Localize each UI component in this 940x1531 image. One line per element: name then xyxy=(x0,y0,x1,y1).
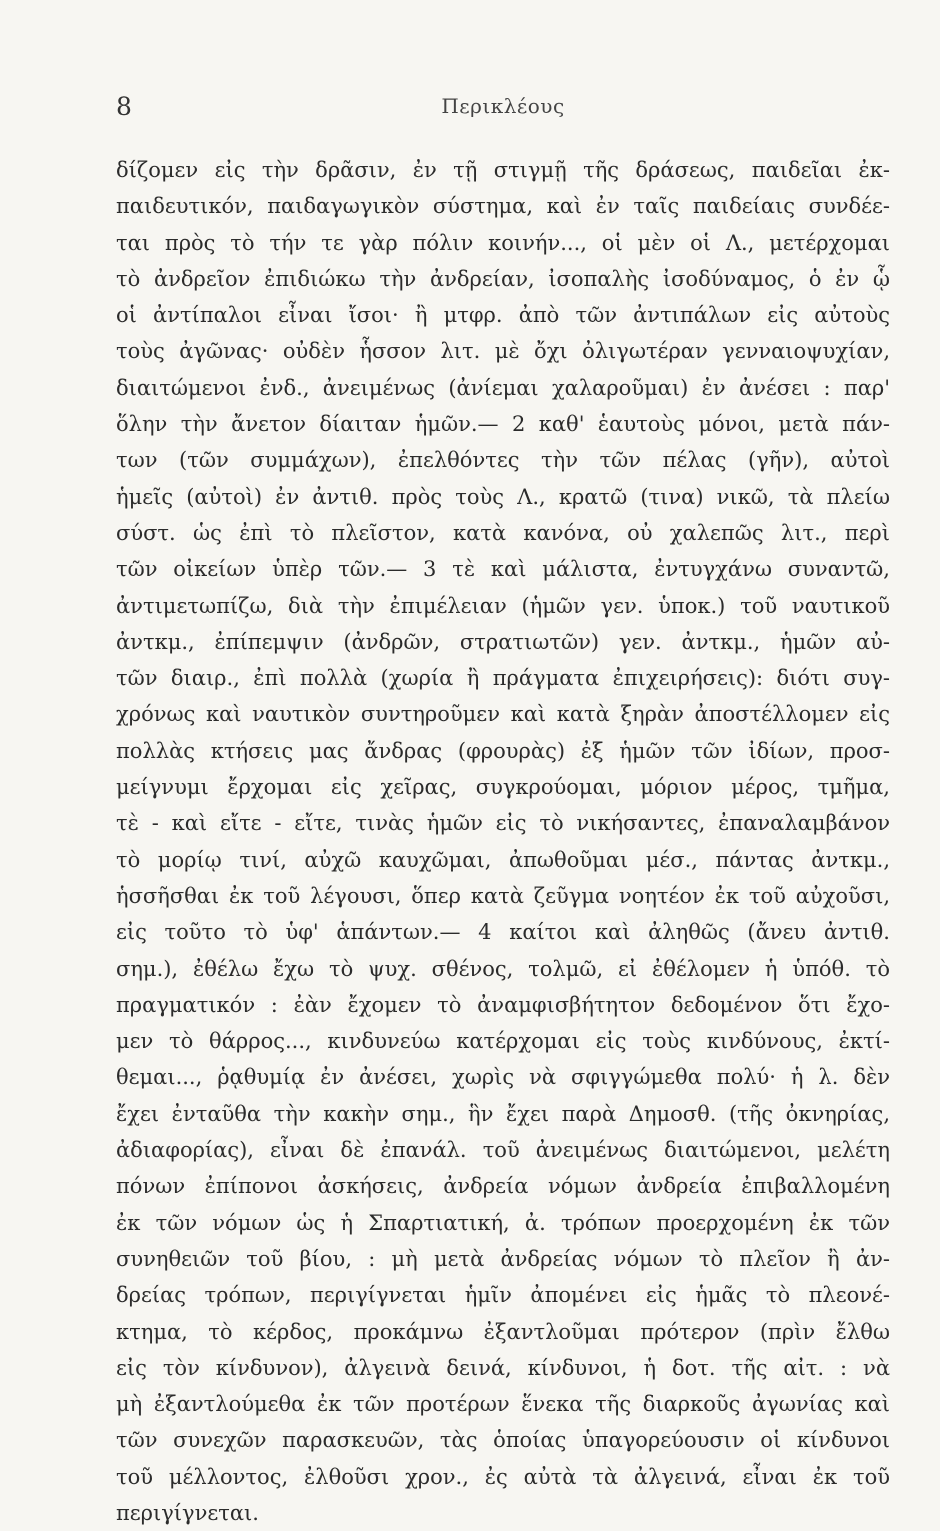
text-line: ται πρὸς τὸ τήν τε γὰρ πόλιν κοινήν..., οἱ μὲν οἱ Λ., μετέρχομαι xyxy=(116,230,890,255)
text-line: τοῦ μέλλοντος, ἐλθοῦσι χρον., ἐς αὐτὰ τὰ ἀλγεινά, εἶναι ἐκ τοῦ xyxy=(116,1464,890,1489)
text-line: οἱ ἀντίπαλοι εἶναι ἴσοι· ἢ μτφρ. ἀπὸ τῶν ἀντιπάλων εἰς αὐτοὺς xyxy=(116,303,890,328)
text-line: περιγίγνεται. xyxy=(116,1500,259,1525)
text-line: σύστ. ὡς ἐπὶ τὸ πλεῖστον, κατὰ κανόνα, οὐ χαλεπῶς λιτ., περὶ xyxy=(116,520,890,545)
text-line: ἀντιμετωπίζω, διὰ τὴν ἐπιμέλειαν (ἡμῶν γεν. ὑποκ.) τοῦ ναυτικοῦ xyxy=(116,593,890,618)
text-line: παιδευτικόν, παιδαγωγικὸν σύστημα, καὶ ἐν ταῖς παιδείαις συνδέε- xyxy=(116,194,890,219)
text-line: χρόνως καὶ ναυτικὸν συντηροῦμεν καὶ κατὰ ξηρὰν ἀποστέλλομεν εἰς xyxy=(116,702,890,727)
text-line: εἰς τοῦτο τὸ ὑφ' ἁπάντων.— 4 καίτοι καὶ ἀληθῶς (ἄνευ ἀντιθ. xyxy=(116,920,890,945)
running-title: Περικλέους xyxy=(441,94,565,118)
text-line: τὲ - καὶ εἴτε - εἴτε, τινὰς ἡμῶν εἰς τὸ νικήσαντες, ἐπαναλαμβάνον xyxy=(116,811,890,836)
text-line: σημ.), ἐθέλω ἔχω τὸ ψυχ. σθένος, τολμῶ, εἰ ἐθέλομεν ἡ ὑπόθ. τὸ xyxy=(116,956,890,981)
text-line: ὅλην τὴν ἄνετον δίαιταν ἡμῶν.— 2 καθ' ἑαυτοὺς μόνοι, μετὰ πάν- xyxy=(116,412,890,437)
text-line: τῶν οἰκείων ὑπὲρ τῶν.— 3 τὲ καὶ μάλιστα, ἐντυγχάνω συναντῶ, xyxy=(116,557,890,582)
text-line: πολλὰς κτήσεις μας ἄνδρας (φρουρὰς) ἐξ ἡμῶν τῶν ἰδίων, προσ- xyxy=(116,738,890,763)
text-line: πραγματικόν : ἐὰν ἔχομεν τὸ ἀναμφισβήτητον δεδομένον ὅτι ἔχο- xyxy=(116,992,890,1017)
text-line: ἡσσῆσθαι ἐκ τοῦ λέγουσι, ὅπερ κατὰ ζεῦγμα νοητέον ἐκ τοῦ αὐχοῦσι, xyxy=(116,883,890,908)
commentary-text xyxy=(116,152,890,1531)
text-line: ἡμεῖς (αὐτοὶ) ἐν ἀντιθ. πρὸς τοὺς Λ., κρατῶ (τινα) νικῶ, τὰ πλείω xyxy=(116,484,890,509)
text-line: τὸ ἀνδρεῖον ἐπιδιώκω τὴν ἀνδρείαν, ἰσοπαλὴς ἰσοδύναμος, ὁ ἐν ᾧ xyxy=(116,266,890,291)
text-line: ἔχει ἐνταῦθα τὴν κακὴν σημ., ἣν ἔχει παρὰ Δημοσθ. (τῆς ὀκνηρίας, xyxy=(116,1101,890,1126)
text-line: εἰς τὸν κίνδυνον), ἀλγεινὰ δεινά, κίνδυνοι, ἡ δοτ. τῆς αἰτ. : νὰ xyxy=(116,1355,890,1380)
text-line: μείγνυμι ἔρχομαι εἰς χεῖρας, συγκρούομαι, μόριον μέρος, τμῆμα, xyxy=(116,775,890,800)
page-header xyxy=(116,92,890,126)
text-line: των (τῶν συμμάχων), ἐπελθόντες τὴν τῶν πέλας (γῆν), αὐτοὶ xyxy=(116,448,890,473)
text-line: τὸ μορίῳ τινί, αὐχῶ καυχῶμαι, ἀπωθοῦμαι μέσ., πάντας ἀντκμ., xyxy=(116,847,890,872)
page-number: 8 xyxy=(116,92,132,121)
text-line: ἀδιαφορίας), εἶναι δὲ ἐπανάλ. τοῦ ἀνειμένως διαιτώμενοι, μελέτη xyxy=(116,1138,890,1163)
text-line: κτημα, τὸ κέρδος, προκάμνω ἐξαντλοῦμαι πρότερον (πρὶν ἔλθω xyxy=(116,1319,890,1344)
text-line: μεν τὸ θάρρος..., κινδυνεύω κατέρχομαι εἰς τοὺς κινδύνους, ἐκτί- xyxy=(116,1029,890,1054)
text-line: τοὺς ἀγῶνας· οὐδὲν ἧσσον λιτ. μὲ ὄχι ὀλιγωτέραν γενναιοψυχίαν, xyxy=(116,339,890,364)
text-line: τῶν συνεχῶν παρασκευῶν, τὰς ὁποίας ὑπαγορεύουσιν οἱ κίνδυνοι xyxy=(116,1428,890,1453)
text-line: ἐκ τῶν νόμων ὡς ἡ Σπαρτιατική, ἀ. τρόπων προερχομένη ἐκ τῶν xyxy=(116,1210,890,1235)
text-line: συνηθειῶν τοῦ βίου, : μὴ μετὰ ἀνδρείας νόμων τὸ πλεῖον ἢ ἀν- xyxy=(116,1246,890,1271)
text-line: δρείας τρόπων, περιγίγνεται ἡμῖν ἀπομένει εἰς ἡμᾶς τὸ πλεονέ- xyxy=(116,1283,890,1308)
text-line: διαιτώμενοι ἐνδ., ἀνειμένως (ἀνίεμαι χαλαροῦμαι) ἐν ἀνέσει : παρ' xyxy=(116,375,890,400)
text-line: πόνων ἐπίπονοι ἀσκήσεις, ἀνδρεία νόμων ἀνδρεία ἐπιβαλλομένη xyxy=(116,1174,890,1199)
text-line: μὴ ἐξαντλούμεθα ἐκ τῶν προτέρων ἕνεκα τῆς διαρκοῦς ἀγωνίας καὶ xyxy=(116,1392,890,1417)
text-line: δίζομεν εἰς τὴν δρᾶσιν, ἐν τῇ στιγμῇ τῆς δράσεως, παιδεῖαι ἐκ- xyxy=(116,158,890,182)
text-line: ἀντκμ., ἐπίπεμψιν (ἀνδρῶν, στρατιωτῶν) γεν. ἀντκμ., ἡμῶν αὐ- xyxy=(116,629,890,654)
text-line: θεμαι..., ῥᾳθυμίᾳ ἐν ἀνέσει, χωρὶς νὰ σφιγγώμεθα πολύ· ἡ λ. δὲν xyxy=(116,1065,890,1090)
text-line: τῶν διαιρ., ἐπὶ πολλὰ (χωρία ἢ πράγματα ἐπιχειρήσεις): διότι συγ- xyxy=(116,666,890,691)
